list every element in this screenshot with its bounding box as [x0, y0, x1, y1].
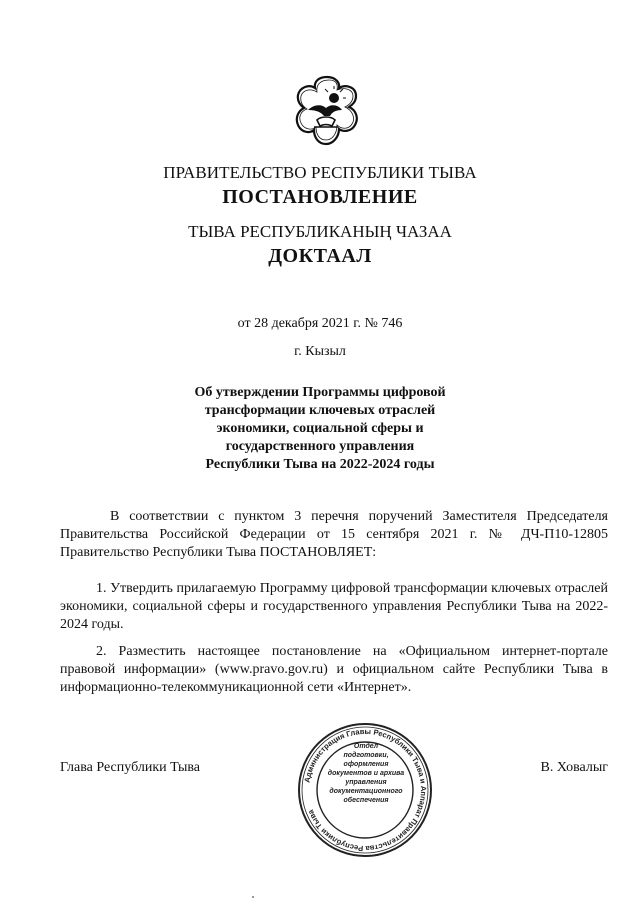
signatory-name: В. Ховалыг — [540, 760, 608, 775]
title-line: трансформации ключевых отраслей — [204, 403, 436, 418]
stamp-line: управления — [345, 779, 387, 786]
preamble-paragraph: В соответствии с пунктом 3 перечня поручений Заместителя Председателя Правительства Российской Федерации от 15 сентября 2021 г. № ДЧ-П10-12805 Правительство Республики Тыва ПОСТАНОВЛЯЕТ: — [60, 509, 608, 560]
title-line: государственного управления — [225, 439, 415, 454]
act-type-tuv: ДОКТААЛ — [268, 245, 372, 267]
stamp-line: оформления — [343, 761, 389, 768]
title-line: Об утверждении Программы цифровой — [194, 385, 446, 400]
stamp-line: подготовки, — [343, 752, 389, 759]
title-line: экономики, социальной сферы и — [216, 421, 424, 436]
stamp-line: документационного — [329, 788, 403, 795]
government-name-tuv: ТЫВА РЕСПУБЛИКАНЫҢ ЧАЗАА — [188, 222, 452, 241]
title-line: Республики Тыва на 2022-2024 годы — [205, 457, 435, 472]
item-2-paragraph: 2. Разместить настоящее постановление на «Официальном интернет-портале правовой информации» (www.pravo.gov.ru) и официальном сайте Республики Тыва в информационно-телекоммуникационной сети «Интернет». — [60, 644, 608, 695]
item-1-paragraph: 1. Утвердить прилагаемую Программу цифровой трансформации ключевых отраслей экономики, социальной сферы и государственного управления Республики Тыва на 2022-2024 годы. — [60, 581, 608, 632]
signatory-position: Глава Республики Тыва — [60, 760, 201, 775]
document-title — [0, 384, 640, 474]
emblem-icon — [288, 74, 366, 148]
government-name-ru: ПРАВИТЕЛЬСТВО РЕСПУБЛИКИ ТЫВА — [163, 163, 477, 182]
document-date-number: от 28 декабря 2021 г. № 746 — [237, 316, 403, 331]
stamp-inner-text — [327, 742, 405, 805]
document-city: г. Кызыл — [294, 344, 346, 359]
stamp-ring-text: Администрация Главы Республики Тыва и Аппарат Правительства Республики Тыва — [302, 726, 429, 854]
stamp-line: Отдел — [353, 743, 379, 750]
stamp-line: обеспечения — [343, 797, 389, 804]
stamp-line: документов и архива — [327, 770, 405, 777]
act-type-ru: ПОСТАНОВЛЕНИЕ — [222, 186, 418, 208]
scan-speck — [252, 896, 254, 898]
